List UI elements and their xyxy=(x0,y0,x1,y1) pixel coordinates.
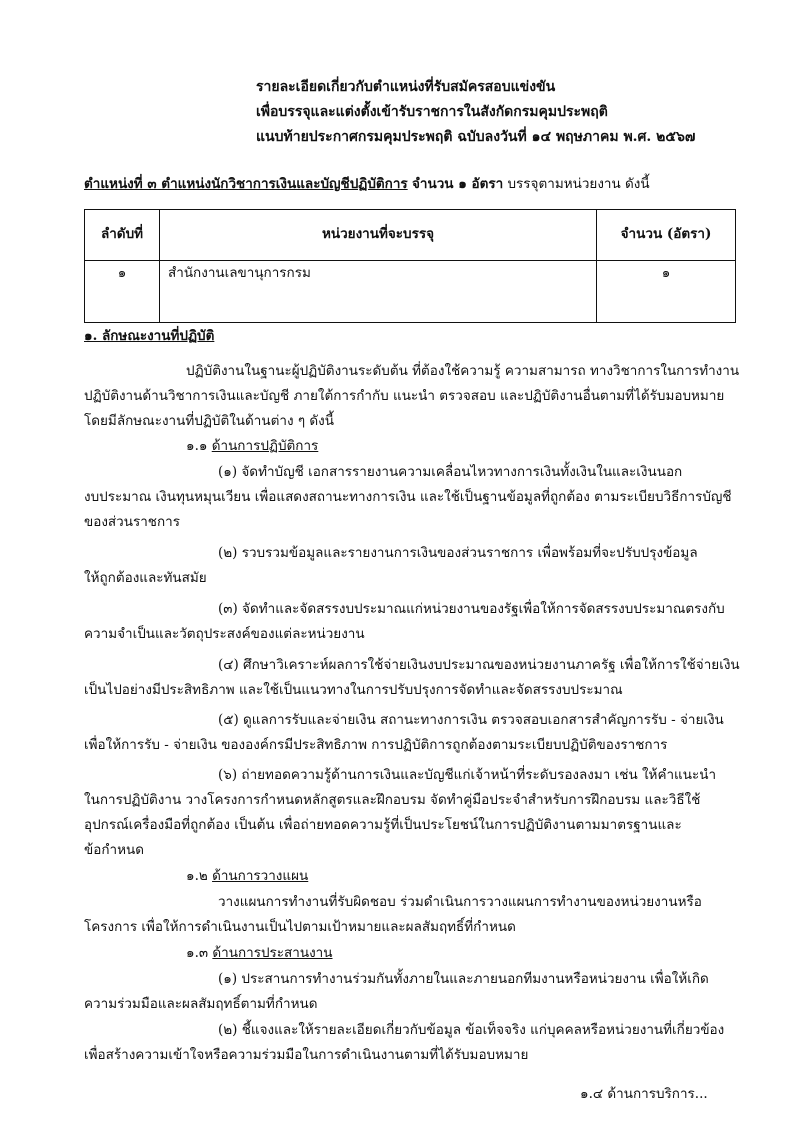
section-1-heading: ๑. ลักษณะงานที่ปฏิบัติ xyxy=(84,328,215,344)
continuation-note: ๑.๔ ด้านการบริการ... xyxy=(580,1086,708,1102)
header-line-2: เพื่อบรรจุและแต่งตั้งเข้ารับราชการในสังกัดกรมคุมประพฤติ xyxy=(256,104,608,120)
subsection-1-2-line-2: โครงการ เพื่อให้การดำเนินงานเป็นไปตามเป้าหมายและผลสัมฤทธิ์ที่กำหนด xyxy=(84,919,516,935)
item-1-1-6-line-4: ข้อกำหนด xyxy=(84,842,144,858)
subsection-number: ๑.๑ xyxy=(186,438,208,454)
intro-line-2: ปฏิบัติงานด้านวิชาการเงินและบัญชี ภายใต้การกำกับ แนะนำ ตรวจสอบ และปฏิบัติงานอื่นตามที่ได้รับมอบหมาย xyxy=(84,388,725,404)
item-1-1-6-line-1: (๖) ถ่ายทอดความรู้ด้านการเงินและบัญชีแก่เจ้าหน้าที่ระดับรองลงมา เช่น ให้คำแนะนำ xyxy=(218,767,717,783)
item-1-1-3-line-2: ความจำเป็นและวัตถุประสงค์ของแต่ละหน่วยงาน xyxy=(84,626,365,642)
subsection-1-3-heading xyxy=(186,947,333,961)
col-header-order: ลำดับที่ xyxy=(85,210,160,261)
item-1-1-6-line-2: ในการปฏิบัติงาน วางโครงการกำหนดหลักสูตรและฝึกอบรม จัดทำคู่มือประจำสำหรับการฝึกอบรม และวิธีใช้ xyxy=(84,792,701,808)
subsection-title: ด้านการประสานงาน xyxy=(212,945,333,961)
item-1-1-1-line-1: (๑) จัดทำบัญชี เอกสารรายงานความเคลื่อนไหวทางการเงินทั้งเงินในและเงินนอก xyxy=(218,464,683,480)
intro-line-3: โดยมีลักษณะงานที่ปฏิบัติในด้านต่าง ๆ ดังนี้ xyxy=(84,413,334,429)
table-row xyxy=(85,261,736,323)
cell-quantity: ๑ xyxy=(597,261,736,323)
header-line-3: แนบท้ายประกาศกรมคุมประพฤติ ฉบับลงวันที่ ๑๔ พฤษภาคม พ.ศ. ๒๕๖๗ xyxy=(256,129,696,145)
intro-line-1: ปฏิบัติงานในฐานะผู้ปฏิบัติงานระดับต้น ที่ต้องใช้ความรู้ ความสามารถ ทางวิชาการในการทำงาน xyxy=(186,363,740,379)
subsection-1-2-heading xyxy=(186,870,308,884)
position-table xyxy=(84,209,736,323)
item-1-1-2-line-2: ให้ถูกต้องและทันสมัย xyxy=(84,570,207,586)
item-1-1-6-line-3: อุปกรณ์เครื่องมือที่ถูกต้อง เป็นต้น เพื่อถ่ายทอดความรู้ที่เป็นประโยชน์ในการปฏิบัติงานตามมาตรฐานและ xyxy=(84,817,682,833)
cell-unit: สำนักงานเลขานุการกรม xyxy=(160,261,597,323)
header-line-1: รายละเอียดเกี่ยวกับตำแหน่งที่รับสมัครสอบแข่งขัน xyxy=(256,79,556,95)
item-1-1-5-line-1: (๕) ดูแลการรับและจ่ายเงิน สถานะทางการเงิน ตรวจสอบเอกสารสำคัญการรับ - จ่ายเงิน xyxy=(218,712,724,728)
item-1-1-2-line-1: (๒) รวบรวมข้อมูลและรายงานการเงินของส่วนราชการ เพื่อพร้อมที่จะปรับปรุงข้อมูล xyxy=(218,545,698,561)
subsection-title: ด้านการวางแผน xyxy=(212,868,309,884)
item-1-3-2-line-2: เพื่อสร้างความเข้าใจหรือความร่วมมือในการดำเนินงานตามที่ได้รับมอบหมาย xyxy=(84,1047,529,1063)
subsection-number: ๑.๒ xyxy=(186,868,208,884)
item-1-3-2-line-1: (๒) ชี้แจงและให้รายละเอียดเกี่ยวกับข้อมูล ข้อเท็จจริง แก่บุคคลหรือหน่วยงานที่เกี่ยวข้อง xyxy=(218,1022,725,1038)
item-1-3-1-line-2: ความร่วมมือและผลสัมฤทธิ์ตามที่กำหนด xyxy=(84,996,318,1012)
cell-order: ๑ xyxy=(85,261,160,323)
subsection-1-2-line-1: วางแผนการทำงานที่รับผิดชอบ ร่วมดำเนินการวางแผนการทำงานของหน่วยงานหรือ xyxy=(218,894,702,910)
position-suffix: บรรจุตามหน่วยงาน ดังนี้ xyxy=(507,176,650,192)
item-1-1-1-line-3: ของส่วนราชการ xyxy=(84,514,180,530)
subsection-1-1-heading xyxy=(186,440,318,454)
item-1-1-1-line-2: งบประมาณ เงินทุนหมุนเวียน เพื่อแสดงสถานะทางการเงิน และใช้เป็นฐานข้อมูลที่ถูกต้อง ตามระเบียบวิธีการบัญชี xyxy=(84,489,732,505)
position-title: ตำแหน่งที่ ๓ ตำแหน่งนักวิชาการเงินและบัญชีปฏิบัติการ xyxy=(84,176,408,192)
position-line xyxy=(84,178,650,192)
table-header-row xyxy=(85,210,736,261)
item-1-1-5-line-2: เพื่อให้การรับ - จ่ายเงิน ขององค์กรมีประสิทธิภาพ การปฏิบัติการถูกต้องตามระเบียบปฏิบัติของราชการ xyxy=(84,737,668,753)
item-1-1-4-line-2: เป็นไปอย่างมีประสิทธิภาพ และใช้เป็นแนวทางในการปรับปรุงการจัดทำและจัดสรรงบประมาณ xyxy=(84,682,623,698)
col-header-quantity: จำนวน (อัตรา) xyxy=(597,210,736,261)
subsection-number: ๑.๓ xyxy=(186,945,209,961)
subsection-title: ด้านการปฏิบัติการ xyxy=(211,438,319,454)
col-header-unit: หน่วยงานที่จะบรรจุ xyxy=(160,210,597,261)
item-1-1-4-line-1: (๔) ศึกษาวิเคราะห์ผลการใช้จ่ายเงินงบประมาณของหน่วยงานภาครัฐ เพื่อให้การใช้จ่ายเงิน xyxy=(218,657,740,673)
item-1-1-3-line-1: (๓) จัดทำและจัดสรรงบประมาณแก่หน่วยงานของรัฐเพื่อให้การจัดสรรงบประมาณตรงกับ xyxy=(218,601,725,617)
item-1-3-1-line-1: (๑) ประสานการทำงานร่วมกันทั้งภายในและภายนอกทีมงานหรือหน่วยงาน เพื่อให้เกิด xyxy=(218,971,709,987)
position-count: จำนวน ๑ อัตรา xyxy=(411,176,504,192)
